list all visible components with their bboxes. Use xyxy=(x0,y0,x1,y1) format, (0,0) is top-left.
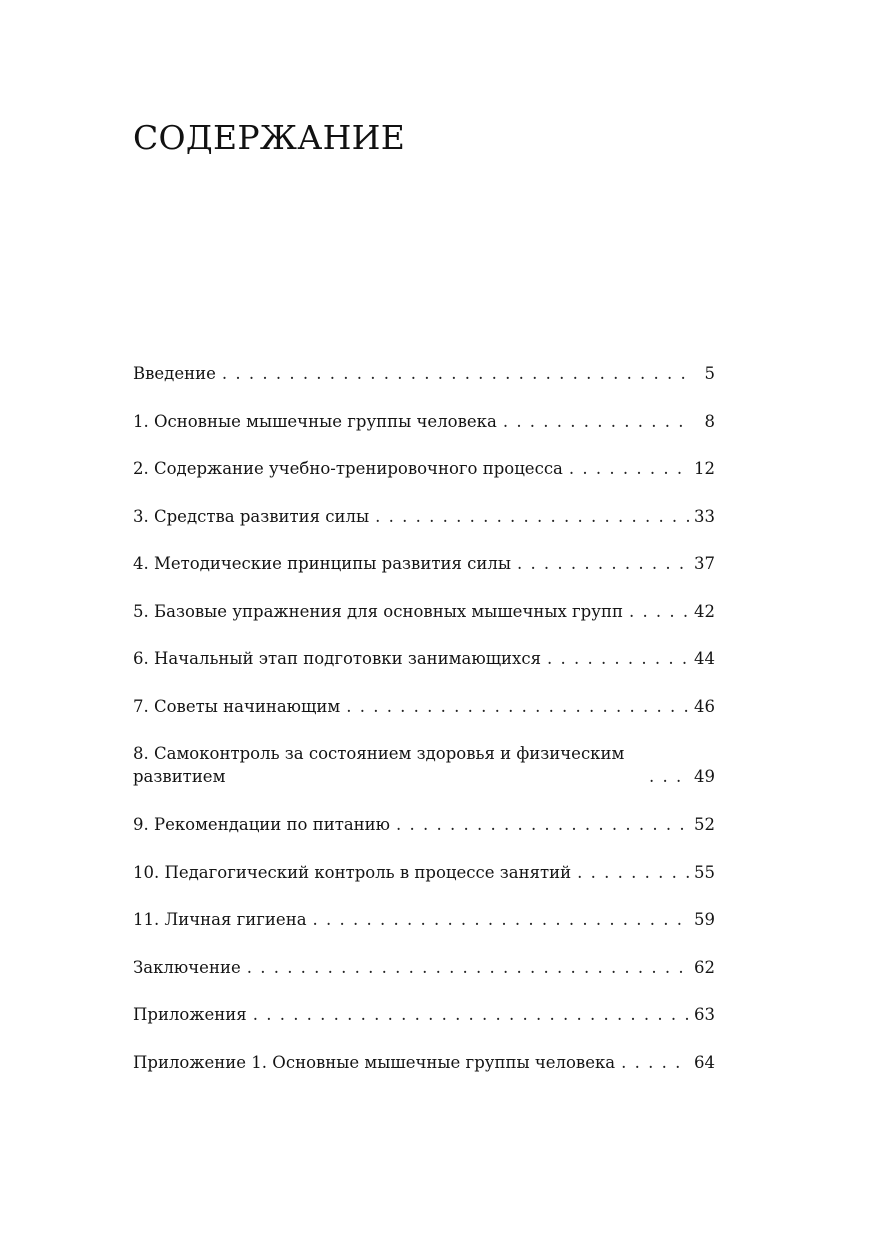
toc-entry-title: Приложения xyxy=(133,1005,247,1024)
toc-entry[interactable] xyxy=(133,956,715,979)
toc-entry-title: Заключение xyxy=(133,957,241,977)
toc-dot-leader xyxy=(375,505,689,528)
toc-entry-page: 37 xyxy=(694,554,715,573)
toc-entry-title: Введение xyxy=(133,364,216,383)
toc-dot-leader xyxy=(621,1051,689,1074)
toc-dot-leader xyxy=(649,765,689,788)
toc-dot-leader xyxy=(396,813,689,836)
toc-entry-title: 7. Советы начинающим xyxy=(133,696,341,716)
toc-dot-leader xyxy=(346,695,689,718)
toc-entry-page: 33 xyxy=(694,506,715,526)
toc-entry-title: 8. Самоконтроль за состоянием здоровья и физическим развитием xyxy=(133,744,625,786)
toc-entry[interactable] xyxy=(133,1003,715,1026)
toc-entry[interactable] xyxy=(133,647,715,670)
toc-entry-page: 52 xyxy=(694,815,715,834)
toc-entry[interactable] xyxy=(133,552,715,575)
toc-dot-leader xyxy=(503,410,689,433)
toc-entry-title: 3. Средства развития силы xyxy=(133,506,370,526)
toc-entry-page: 8 xyxy=(704,411,715,431)
toc-entry[interactable] xyxy=(133,362,715,385)
page-title: СОДЕРЖАНИЕ xyxy=(133,118,406,157)
toc-entry-page: 5 xyxy=(704,364,715,383)
toc-entry[interactable] xyxy=(133,600,715,623)
toc-entry-page: 46 xyxy=(694,696,715,716)
toc-entry[interactable] xyxy=(133,410,715,433)
toc-entry[interactable] xyxy=(133,1051,715,1074)
toc-entry-title: 2. Содержание учебно-тренировочного процесса xyxy=(133,459,563,478)
toc-entry-title: 4. Методические принципы развития силы xyxy=(133,554,511,573)
toc-entry-page: 12 xyxy=(694,459,715,478)
toc-entry-page: 42 xyxy=(694,601,715,621)
toc-entry-page: 62 xyxy=(694,957,715,977)
toc-dot-leader xyxy=(629,600,689,623)
toc-dot-leader xyxy=(547,647,689,670)
toc-entry[interactable] xyxy=(133,908,715,931)
toc-entry-page: 49 xyxy=(694,767,715,786)
toc-entry-title: 5. Базовые упражнения для основных мышечных групп xyxy=(133,601,623,621)
toc-entry-page: 55 xyxy=(694,862,715,882)
toc-dot-leader xyxy=(253,1003,689,1026)
toc-entry[interactable] xyxy=(133,505,715,528)
toc-entry-page: 59 xyxy=(694,910,715,929)
toc-dot-leader xyxy=(222,362,689,385)
toc-entry-title: Приложение 1. Основные мышечные группы человека xyxy=(133,1052,616,1072)
toc-dot-leader xyxy=(313,908,689,931)
toc-entry-page: 44 xyxy=(694,649,715,668)
toc-entry-title: 6. Начальный этап подготовки занимающихся xyxy=(133,649,541,668)
toc-entry-title: 9. Рекомендации по питанию xyxy=(133,815,391,834)
toc-dot-leader xyxy=(517,552,689,575)
toc-entry[interactable] xyxy=(133,457,715,480)
toc-entry[interactable] xyxy=(133,813,715,836)
toc-dot-leader xyxy=(577,861,689,884)
toc-entry-title: 1. Основные мышечные группы человека xyxy=(133,411,497,431)
toc-entry-page: 64 xyxy=(694,1052,715,1072)
toc-entry[interactable] xyxy=(133,742,715,788)
toc-entry-title: 11. Личная гигиена xyxy=(133,910,307,929)
toc-entry-page: 63 xyxy=(694,1005,715,1024)
toc-entry[interactable] xyxy=(133,861,715,884)
toc-dot-leader xyxy=(569,457,689,480)
table-of-contents xyxy=(133,362,715,1098)
toc-dot-leader xyxy=(247,956,689,979)
toc-entry[interactable] xyxy=(133,695,715,718)
toc-entry-title: 10. Педагогический контроль в процессе занятий xyxy=(133,862,572,882)
